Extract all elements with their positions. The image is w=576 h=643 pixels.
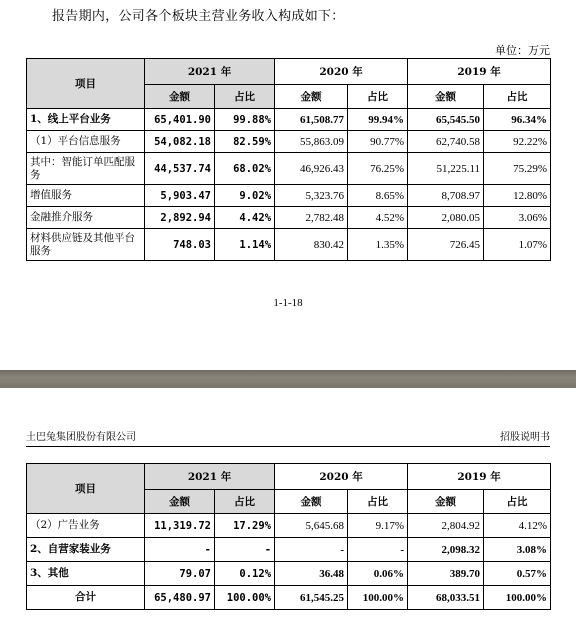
company-name: 土巴兔集团股份有限公司 [26,432,136,443]
row-label: 2、自营家装业务 [27,538,145,562]
header-ratio: 占比 [215,85,275,109]
header-2021: 2021 年 [145,59,275,85]
cell-value: 4.52% [348,207,408,229]
cell-value: 96.34% [484,109,551,131]
header-ratio: 占比 [348,85,408,109]
cell-value: 65,545.50 [408,109,484,131]
cell-value: 3.08% [484,538,551,562]
cell-value: 2,804.92 [408,514,484,538]
cell-value: 1.07% [484,229,551,261]
header-item: 项目 [27,59,145,109]
cell-value: 92.22% [484,131,551,153]
cell-value: 65,480.97 [145,586,215,610]
row-label: 材料供应链及其他平台服务 [27,229,145,261]
header-ratio: 占比 [348,490,408,514]
row-label: 增值服务 [27,185,145,207]
cell-value: 9.17% [348,514,408,538]
cell-value: 36.48 [275,562,348,586]
cell-value: 17.29% [215,514,275,538]
cell-value: 1.14% [215,229,275,261]
cell-value: 389.70 [408,562,484,586]
cell-value: - [145,538,215,562]
intro-paragraph: 报告期内，公司各个板块主营业务收入构成如下： [52,9,345,24]
header-amount: 金额 [275,490,348,514]
row-label: 金融推介服务 [27,207,145,229]
cell-value: 0.12% [215,562,275,586]
cell-value: 100.00% [215,586,275,610]
cell-value: 8,708.97 [408,185,484,207]
row-label: 1、线上平台业务 [27,109,145,131]
table-row [27,131,551,153]
cell-value: 100.00% [348,586,408,610]
table-row [27,538,551,562]
cell-value: 4.42% [215,207,275,229]
cell-value: 12.80% [484,185,551,207]
cell-value: 8.65% [348,185,408,207]
header-ratio: 占比 [215,490,275,514]
header-2019: 2019 年 [408,464,551,490]
cell-value: 55,863.09 [275,131,348,153]
table-row [27,562,551,586]
cell-value: 54,082.18 [145,131,215,153]
table-row [27,185,551,207]
cell-value: - [275,538,348,562]
document-title: 招股说明书 [500,432,550,443]
cell-value: 2,892.94 [145,207,215,229]
cell-value: 9.02% [215,185,275,207]
cell-value: 61,508.77 [275,109,348,131]
header-ratio: 占比 [484,490,551,514]
page-number: 1-1-18 [273,297,303,309]
header-amount: 金额 [275,85,348,109]
cell-value: 830.42 [275,229,348,261]
cell-value: 1.35% [348,229,408,261]
header-amount: 金额 [408,490,484,514]
cell-value: 99.88% [215,109,275,131]
cell-value: 61,545.25 [275,586,348,610]
cell-value: 46,926.43 [275,153,348,185]
cell-value: 11,319.72 [145,514,215,538]
cell-value: 100.00% [484,586,551,610]
header-2020: 2020 年 [275,464,408,490]
header-2020: 2020 年 [275,59,408,85]
table-row-total [27,586,551,610]
cell-value: 44,537.74 [145,153,215,185]
cell-value: 748.03 [145,229,215,261]
cell-value: 3.06% [484,207,551,229]
row-label: 3、其他 [27,562,145,586]
cell-value: 2,098.32 [408,538,484,562]
cell-value: 726.45 [408,229,484,261]
table-row [27,229,551,261]
cell-value: 4.12% [484,514,551,538]
cell-value: 82.59% [215,131,275,153]
header-amount: 金额 [408,85,484,109]
cell-value: 0.57% [484,562,551,586]
row-label: （2）广告业务 [27,514,145,538]
header-amount: 金额 [145,490,215,514]
cell-value: 5,645.68 [275,514,348,538]
cell-value: 75.29% [484,153,551,185]
row-label: 合计 [27,586,145,610]
revenue-table-part2 [26,463,551,610]
page-separator [0,370,576,388]
header-item: 项目 [27,464,145,514]
revenue-table-part1 [26,58,551,261]
row-label: （1）平台信息服务 [27,131,145,153]
cell-value: 79.07 [145,562,215,586]
cell-value: 90.77% [348,131,408,153]
cell-value: 2,080.05 [408,207,484,229]
cell-value: 99.94% [348,109,408,131]
cell-value: 2,782.48 [275,207,348,229]
cell-value: 5,903.47 [145,185,215,207]
header-divider [26,446,550,447]
row-label: 其中：智能订单匹配服务 [27,153,145,185]
cell-value: 62,740.58 [408,131,484,153]
header-2021: 2021 年 [145,464,275,490]
cell-value: 5,323.76 [275,185,348,207]
cell-value: 0.06% [348,562,408,586]
cell-value: 68.02% [215,153,275,185]
table-row [27,109,551,131]
cell-value: 65,401.90 [145,109,215,131]
header-amount: 金额 [145,85,215,109]
cell-value: 68,033.51 [408,586,484,610]
table-row [27,207,551,229]
table-row [27,514,551,538]
cell-value: - [215,538,275,562]
table-row [27,153,551,185]
cell-value: 76.25% [348,153,408,185]
unit-label: 单位：万元 [495,44,550,57]
header-ratio: 占比 [484,85,551,109]
header-2019: 2019 年 [408,59,551,85]
cell-value: 51,225.11 [408,153,484,185]
cell-value: - [348,538,408,562]
